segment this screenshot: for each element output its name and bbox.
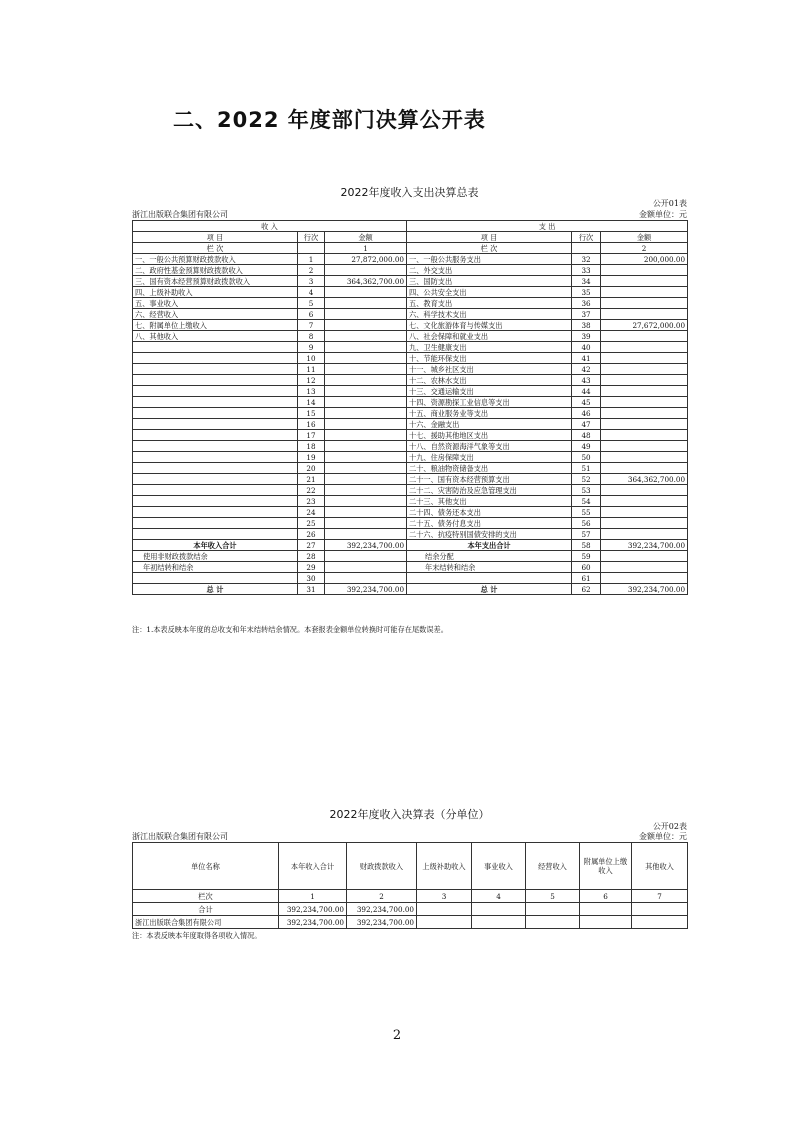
table2-title: 2022年度收入决算表（分单位） — [329, 808, 490, 821]
expense-item: 十八、自然资源海洋气象等支出 — [407, 441, 572, 452]
income-item: 七、附属单位上缴收入 — [133, 320, 298, 331]
income-line-no: 5 — [298, 298, 325, 309]
table1-org: 浙江出版联合集团有限公司 — [132, 210, 228, 219]
income-amount — [325, 430, 407, 441]
expense-line-no: 56 — [572, 518, 601, 529]
expense-total-line-no: 58 — [572, 540, 601, 551]
expense-amount — [601, 419, 688, 430]
expense-item: 八、社会保障和就业支出 — [407, 331, 572, 342]
table-row — [133, 287, 688, 298]
column-header: 上级补助收入 — [417, 843, 472, 890]
income-item: 一、一般公共预算财政拨款收入 — [133, 254, 298, 265]
table-row — [133, 485, 688, 496]
expense-line-no: 54 — [572, 496, 601, 507]
expense-amount: 364,362,700.00 — [601, 474, 688, 485]
table-cell: 2 — [347, 890, 417, 903]
income-amount — [325, 331, 407, 342]
grand-total-amount: 392,234,700.00 — [601, 584, 688, 595]
expense-item: 二十二、灾害防治及应急管理支出 — [407, 485, 572, 496]
expense-amount — [601, 452, 688, 463]
expense-item: 十三、交通运输支出 — [407, 386, 572, 397]
income-line-no: 16 — [298, 419, 325, 430]
income-item — [133, 518, 298, 529]
table-cell: 6 — [580, 890, 632, 903]
income-amount — [325, 573, 407, 584]
table-row — [133, 276, 688, 287]
expense-item: 六、科学技术支出 — [407, 309, 572, 320]
column-header: 附属单位上缴收入 — [580, 843, 632, 890]
income-item — [133, 408, 298, 419]
income-item — [133, 529, 298, 540]
table-cell: 392,234,700.00 — [279, 903, 347, 916]
income-amount — [325, 529, 407, 540]
income-item — [133, 397, 298, 408]
column-header: 单位名称 — [133, 843, 279, 890]
expense-total-label: 本年支出合计 — [407, 540, 572, 551]
income-total-line-no: 27 — [298, 540, 325, 551]
grand-total-amount: 392,234,700.00 — [325, 584, 407, 595]
income-item — [133, 496, 298, 507]
section-heading: 二、2022 年度部门决算公开表 — [173, 108, 486, 132]
income-item: 三、国有资本经营预算财政拨款收入 — [133, 276, 298, 287]
expense-amount — [601, 342, 688, 353]
income-amount — [325, 265, 407, 276]
income-amount — [325, 364, 407, 375]
grand-total-line-no: 62 — [572, 584, 601, 595]
income-item: 使用非财政拨款结余 — [133, 551, 298, 562]
income-amount — [325, 298, 407, 309]
expense-amount — [601, 386, 688, 397]
expense-line-no: 39 — [572, 331, 601, 342]
table-row — [133, 309, 688, 320]
col-order-label: 栏 次 — [407, 243, 572, 254]
income-line-no: 23 — [298, 496, 325, 507]
expense-item: 四、公共安全支出 — [407, 287, 572, 298]
grand-total-row — [133, 584, 688, 595]
income-line-no: 14 — [298, 397, 325, 408]
income-total-label: 本年收入合计 — [133, 540, 298, 551]
income-line-no: 2 — [298, 265, 325, 276]
table-cell — [526, 916, 580, 929]
expense-amount — [601, 430, 688, 441]
expense-line-no: 36 — [572, 298, 601, 309]
expense-amount — [601, 463, 688, 474]
expense-amount — [601, 518, 688, 529]
expense-amount — [601, 309, 688, 320]
income-line-no: 24 — [298, 507, 325, 518]
income-item: 五、事业收入 — [133, 298, 298, 309]
expense-amount — [601, 331, 688, 342]
income-amount — [325, 353, 407, 364]
table-cell — [417, 903, 472, 916]
income-amount — [325, 562, 407, 573]
expense-line-no: 52 — [572, 474, 601, 485]
income-line-no: 8 — [298, 331, 325, 342]
expense-line-no: 33 — [572, 265, 601, 276]
table2-code: 公开02表 — [652, 822, 687, 831]
income-line-no: 10 — [298, 353, 325, 364]
year-total-row — [133, 540, 688, 551]
empty-cell — [572, 243, 601, 254]
table2-note: 注：本表反映本年度取得各项收入情况。 — [132, 931, 262, 940]
expense-amount: 27,672,000.00 — [601, 320, 688, 331]
expense-amount — [601, 298, 688, 309]
column-header: 本年收入合计 — [279, 843, 347, 890]
income-amount — [325, 342, 407, 353]
expense-line-no: 32 — [572, 254, 601, 265]
income-amount — [325, 507, 407, 518]
expense-item: 十五、商业服务业等支出 — [407, 408, 572, 419]
grand-total-line-no: 31 — [298, 584, 325, 595]
table-row — [133, 364, 688, 375]
table-cell — [580, 903, 632, 916]
table2-org: 浙江出版联合集团有限公司 — [132, 832, 228, 841]
income-by-unit-table — [132, 842, 688, 929]
table2-unit: 金额单位：元 — [639, 832, 687, 841]
expense-line-no: 60 — [572, 562, 601, 573]
income-item — [133, 452, 298, 463]
expense-amount — [601, 375, 688, 386]
table-row — [133, 254, 688, 265]
income-line-no: 12 — [298, 375, 325, 386]
expense-line-no: 34 — [572, 276, 601, 287]
income-amount — [325, 287, 407, 298]
table-row — [133, 397, 688, 408]
expense-item: 九、卫生健康支出 — [407, 342, 572, 353]
expense-item: 十一、城乡社区支出 — [407, 364, 572, 375]
expense-line-no: 44 — [572, 386, 601, 397]
income-item — [133, 507, 298, 518]
header-row — [133, 843, 688, 890]
expense-amount — [601, 287, 688, 298]
table-cell: 1 — [279, 890, 347, 903]
expense-amount — [601, 265, 688, 276]
expense-amount — [601, 507, 688, 518]
col-order-1: 1 — [325, 243, 407, 254]
table1-unit: 金额单位：元 — [639, 210, 687, 219]
column-header: 财政拨款收入 — [347, 843, 417, 890]
income-item — [133, 342, 298, 353]
expense-amount — [601, 397, 688, 408]
expense-section-header: 支 出 — [407, 221, 688, 232]
income-line-no: 6 — [298, 309, 325, 320]
expense-amount — [601, 408, 688, 419]
income-line-no: 25 — [298, 518, 325, 529]
empty-cell — [298, 243, 325, 254]
expense-amount — [601, 529, 688, 540]
expense-line-no: 43 — [572, 375, 601, 386]
table-cell: 浙江出版联合集团有限公司 — [133, 916, 279, 929]
expense-item: 二十六、抗疫特别国债安排的支出 — [407, 529, 572, 540]
table-row — [133, 507, 688, 518]
income-amount — [325, 386, 407, 397]
table-row — [133, 463, 688, 474]
table-row — [133, 916, 688, 929]
expense-line-no: 53 — [572, 485, 601, 496]
income-amount — [325, 474, 407, 485]
expense-amount — [601, 496, 688, 507]
expense-item: 二、外交支出 — [407, 265, 572, 276]
table1-code: 公开01表 — [652, 199, 687, 208]
expense-line-no: 55 — [572, 507, 601, 518]
expense-amount — [601, 441, 688, 452]
expense-item: 一、一般公共服务支出 — [407, 254, 572, 265]
income-amount — [325, 397, 407, 408]
table-row — [133, 298, 688, 309]
income-item — [133, 573, 298, 584]
income-line-no: 30 — [298, 573, 325, 584]
table-row — [133, 518, 688, 529]
expense-line-no: 57 — [572, 529, 601, 540]
income-item — [133, 386, 298, 397]
income-line-no: 9 — [298, 342, 325, 353]
table1-title: 2022年度收入支出决算总表 — [340, 186, 479, 199]
table-cell: 5 — [526, 890, 580, 903]
expense-item — [407, 573, 572, 584]
expense-line-no: 49 — [572, 441, 601, 452]
table-cell — [632, 916, 688, 929]
expense-item: 十、节能环保支出 — [407, 353, 572, 364]
col-item-header: 项 目 — [133, 232, 298, 243]
expense-item: 十二、农林水支出 — [407, 375, 572, 386]
table-row — [133, 562, 688, 573]
income-line-no: 11 — [298, 364, 325, 375]
income-line-no: 18 — [298, 441, 325, 452]
income-line-no: 13 — [298, 386, 325, 397]
income-item: 二、政府性基金预算财政拨款收入 — [133, 265, 298, 276]
page-number: 2 — [392, 1028, 402, 1043]
income-item — [133, 474, 298, 485]
table-cell: 栏次 — [133, 890, 279, 903]
total-row — [133, 903, 688, 916]
income-amount — [325, 496, 407, 507]
expense-amount — [601, 562, 688, 573]
table-cell: 392,234,700.00 — [347, 903, 417, 916]
column-header: 其他收入 — [632, 843, 688, 890]
income-amount — [325, 551, 407, 562]
table-cell: 合计 — [133, 903, 279, 916]
expense-item: 十九、住房保障支出 — [407, 452, 572, 463]
income-line-no: 1 — [298, 254, 325, 265]
income-line-no: 4 — [298, 287, 325, 298]
income-line-no: 21 — [298, 474, 325, 485]
grand-total-label: 总 计 — [407, 584, 572, 595]
table-row — [133, 419, 688, 430]
income-amount — [325, 408, 407, 419]
income-line-no: 3 — [298, 276, 325, 287]
col-line-header: 行次 — [298, 232, 325, 243]
income-item: 六、经营收入 — [133, 309, 298, 320]
income-item: 年初结转和结余 — [133, 562, 298, 573]
col-amount-header: 金额 — [325, 232, 407, 243]
expense-line-no: 51 — [572, 463, 601, 474]
expense-item: 三、国防支出 — [407, 276, 572, 287]
expense-item: 二十、粮油物资储备支出 — [407, 463, 572, 474]
table-cell: 4 — [472, 890, 526, 903]
expense-item: 七、文化旅游体育与传媒支出 — [407, 320, 572, 331]
table-cell: 7 — [632, 890, 688, 903]
income-amount — [325, 375, 407, 386]
income-item — [133, 430, 298, 441]
income-amount — [325, 518, 407, 529]
table-row — [133, 353, 688, 364]
income-amount — [325, 419, 407, 430]
income-line-no: 7 — [298, 320, 325, 331]
expense-amount — [601, 573, 688, 584]
expense-line-no: 42 — [572, 364, 601, 375]
column-header: 事业收入 — [472, 843, 526, 890]
expense-amount — [601, 364, 688, 375]
table-row — [133, 573, 688, 584]
income-amount — [325, 463, 407, 474]
table-cell: 392,234,700.00 — [279, 916, 347, 929]
expense-item: 二十五、债务付息支出 — [407, 518, 572, 529]
income-line-no: 17 — [298, 430, 325, 441]
income-expense-summary-table — [132, 220, 688, 595]
income-line-no: 15 — [298, 408, 325, 419]
expense-line-no: 59 — [572, 551, 601, 562]
expense-amount — [601, 485, 688, 496]
income-line-no: 26 — [298, 529, 325, 540]
income-section-header: 收 入 — [133, 221, 407, 232]
table-cell: 3 — [417, 890, 472, 903]
grand-total-label: 总 计 — [133, 584, 298, 595]
income-total-amount: 392,234,700.00 — [325, 540, 407, 551]
table-row — [133, 265, 688, 276]
income-amount — [325, 309, 407, 320]
table-row — [133, 496, 688, 507]
expense-item: 结余分配 — [407, 551, 572, 562]
income-line-no: 19 — [298, 452, 325, 463]
expense-total-amount: 392,234,700.00 — [601, 540, 688, 551]
table-row — [133, 474, 688, 485]
expense-amount — [601, 551, 688, 562]
table-row — [133, 529, 688, 540]
table-row — [133, 441, 688, 452]
expense-item: 二十三、其他支出 — [407, 496, 572, 507]
expense-line-no: 35 — [572, 287, 601, 298]
income-item — [133, 441, 298, 452]
expense-item: 十六、金融支出 — [407, 419, 572, 430]
income-item — [133, 485, 298, 496]
table-cell — [472, 916, 526, 929]
table-row — [133, 320, 688, 331]
table-cell — [526, 903, 580, 916]
expense-item: 年末结转和结余 — [407, 562, 572, 573]
order-row — [133, 890, 688, 903]
income-amount — [325, 320, 407, 331]
income-item — [133, 463, 298, 474]
expense-line-no: 45 — [572, 397, 601, 408]
col-line-header: 行次 — [572, 232, 601, 243]
expense-line-no: 50 — [572, 452, 601, 463]
table-row — [133, 452, 688, 463]
table1-note: 注：1.本表反映本年度的总收支和年末结转结余情况。本套报表金额单位转换时可能存在尾数误差。 — [132, 625, 448, 634]
income-amount — [325, 485, 407, 496]
expense-item: 五、教育支出 — [407, 298, 572, 309]
expense-amount: 200,000.00 — [601, 254, 688, 265]
expense-item: 十七、援助其他地区支出 — [407, 430, 572, 441]
table-row — [133, 551, 688, 562]
table-row — [133, 386, 688, 397]
income-item — [133, 364, 298, 375]
table-cell: 392,234,700.00 — [347, 916, 417, 929]
col-order-2: 2 — [601, 243, 688, 254]
table-row — [133, 331, 688, 342]
expense-line-no: 38 — [572, 320, 601, 331]
income-line-no: 20 — [298, 463, 325, 474]
table-cell — [632, 903, 688, 916]
expense-line-no: 40 — [572, 342, 601, 353]
expense-line-no: 61 — [572, 573, 601, 584]
income-item — [133, 353, 298, 364]
expense-item: 二十一、国有资本经营预算支出 — [407, 474, 572, 485]
table-row — [133, 408, 688, 419]
income-line-no: 28 — [298, 551, 325, 562]
income-amount: 364,362,700.00 — [325, 276, 407, 287]
col-order-label: 栏 次 — [133, 243, 298, 254]
income-line-no: 22 — [298, 485, 325, 496]
income-item — [133, 375, 298, 386]
expense-line-no: 41 — [572, 353, 601, 364]
col-amount-header: 金额 — [601, 232, 688, 243]
expense-line-no: 48 — [572, 430, 601, 441]
table-row — [133, 430, 688, 441]
table-cell — [472, 903, 526, 916]
table-cell — [417, 916, 472, 929]
expense-item: 十四、资源勘探工业信息等支出 — [407, 397, 572, 408]
income-item: 八、其他收入 — [133, 331, 298, 342]
column-header: 经营收入 — [526, 843, 580, 890]
table-cell — [580, 916, 632, 929]
income-item — [133, 419, 298, 430]
table-row — [133, 342, 688, 353]
income-amount — [325, 452, 407, 463]
expense-line-no: 47 — [572, 419, 601, 430]
expense-amount — [601, 276, 688, 287]
expense-amount — [601, 353, 688, 364]
expense-item: 二十四、债务还本支出 — [407, 507, 572, 518]
expense-line-no: 37 — [572, 309, 601, 320]
income-amount — [325, 441, 407, 452]
income-amount: 27,872,000.00 — [325, 254, 407, 265]
income-line-no: 29 — [298, 562, 325, 573]
expense-line-no: 46 — [572, 408, 601, 419]
table-row — [133, 375, 688, 386]
col-item-header: 项 目 — [407, 232, 572, 243]
income-item: 四、上级补助收入 — [133, 287, 298, 298]
